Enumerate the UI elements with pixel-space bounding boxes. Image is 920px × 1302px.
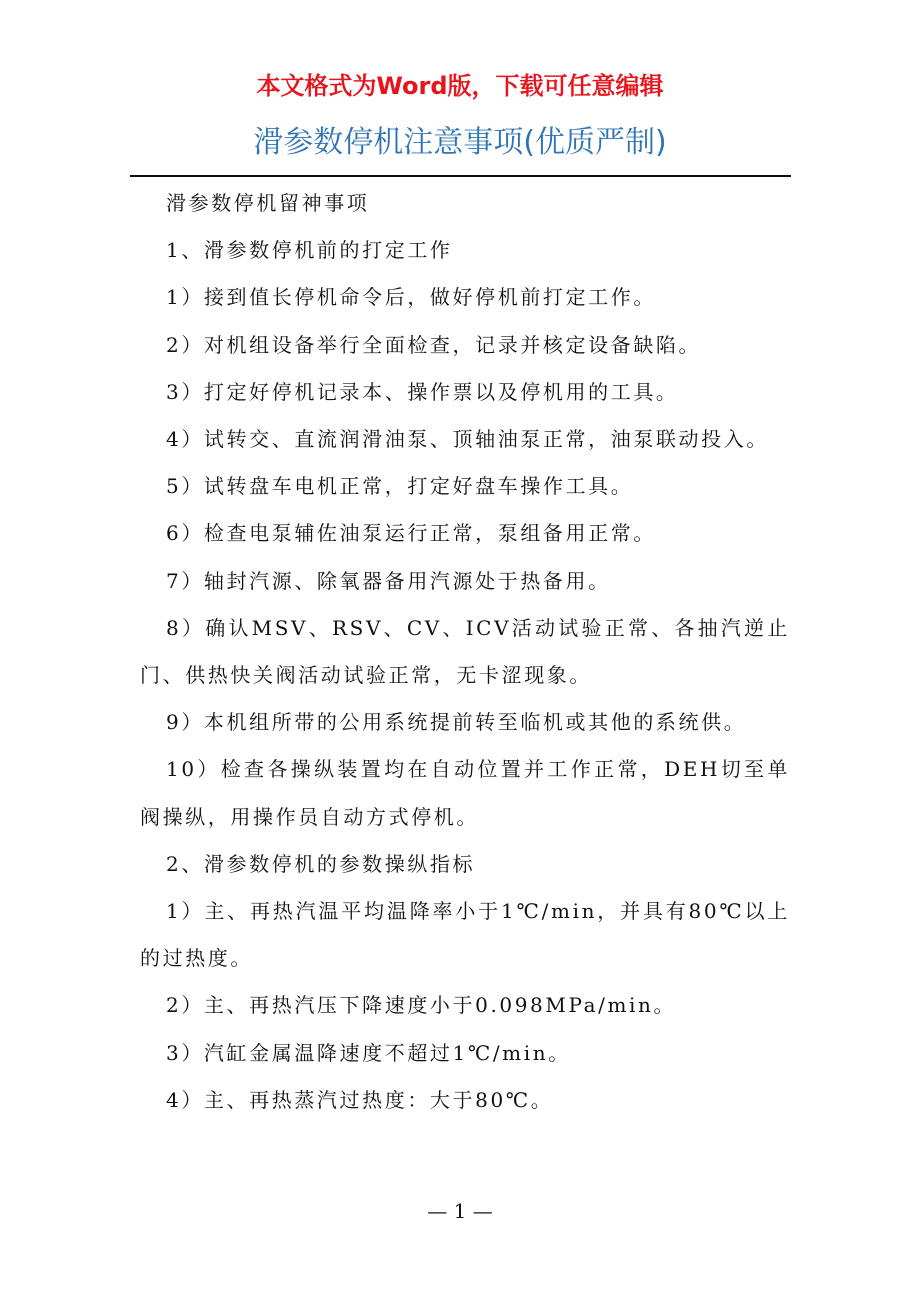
list-item: 7）轴封汽源、除氧器备用汽源处于热备用。 [166,568,611,593]
list-item: 5）试转盘车电机正常，打定好盘车操作工具。 [166,474,634,499]
download-banner: 本文格式为Word版，下载可任意编辑 [256,72,664,100]
list-item: 4）试转交、直流润滑油泵、顶轴油泵正常，油泵联动投入。 [166,427,769,452]
title-divider [130,175,791,177]
list-item: 8）确认MSV、RSV、CV、ICV活动试验正常、各抽汽逆止门、供热快关阀活动试验正常，无卡涩现象。 [140,615,790,688]
list-item: 10）检查各操纵装置均在自动位置并工作正常，DEH切至单阀操纵，用操作员自动方式停机。 [140,757,790,829]
page-number: — 1 — [427,1199,493,1223]
list-item: 1）接到值长停机命令后，做好停机前打定工作。 [166,285,656,310]
list-item: 1）主、再热汽温平均温降率小于1℃/min，并具有80℃以上的过热度。 [140,899,790,971]
list-item: 2）主、再热汽压下降速度小于0.098MPa/min。 [166,993,677,1018]
list-item: 3）打定好停机记录本、操作票以及停机用的工具。 [166,379,679,404]
document-title: 滑参数停机注意事项(优质严制) [253,125,667,160]
section-heading: 滑参数停机留神事项 [166,191,370,215]
subsection-heading: 2、滑参数停机的参数操纵指标 [166,851,476,876]
list-item: 9）本机组所带的公用系统提前转至临机或其他的系统供。 [166,710,747,735]
subsection-heading: 1、滑参数停机前的打定工作 [166,238,453,263]
document-body [140,180,790,1124]
list-item: 6）检查电泵辅佐油泵运行正常，泵组备用正常。 [166,521,656,546]
list-item: 4）主、再热蒸汽过热度：大于80℃。 [166,1087,554,1112]
list-item: 3）汽缸金属温降速度不超过1℃/min。 [166,1040,571,1065]
list-item: 2）对机组设备举行全面检查，记录并核定设备缺陷。 [166,332,702,357]
